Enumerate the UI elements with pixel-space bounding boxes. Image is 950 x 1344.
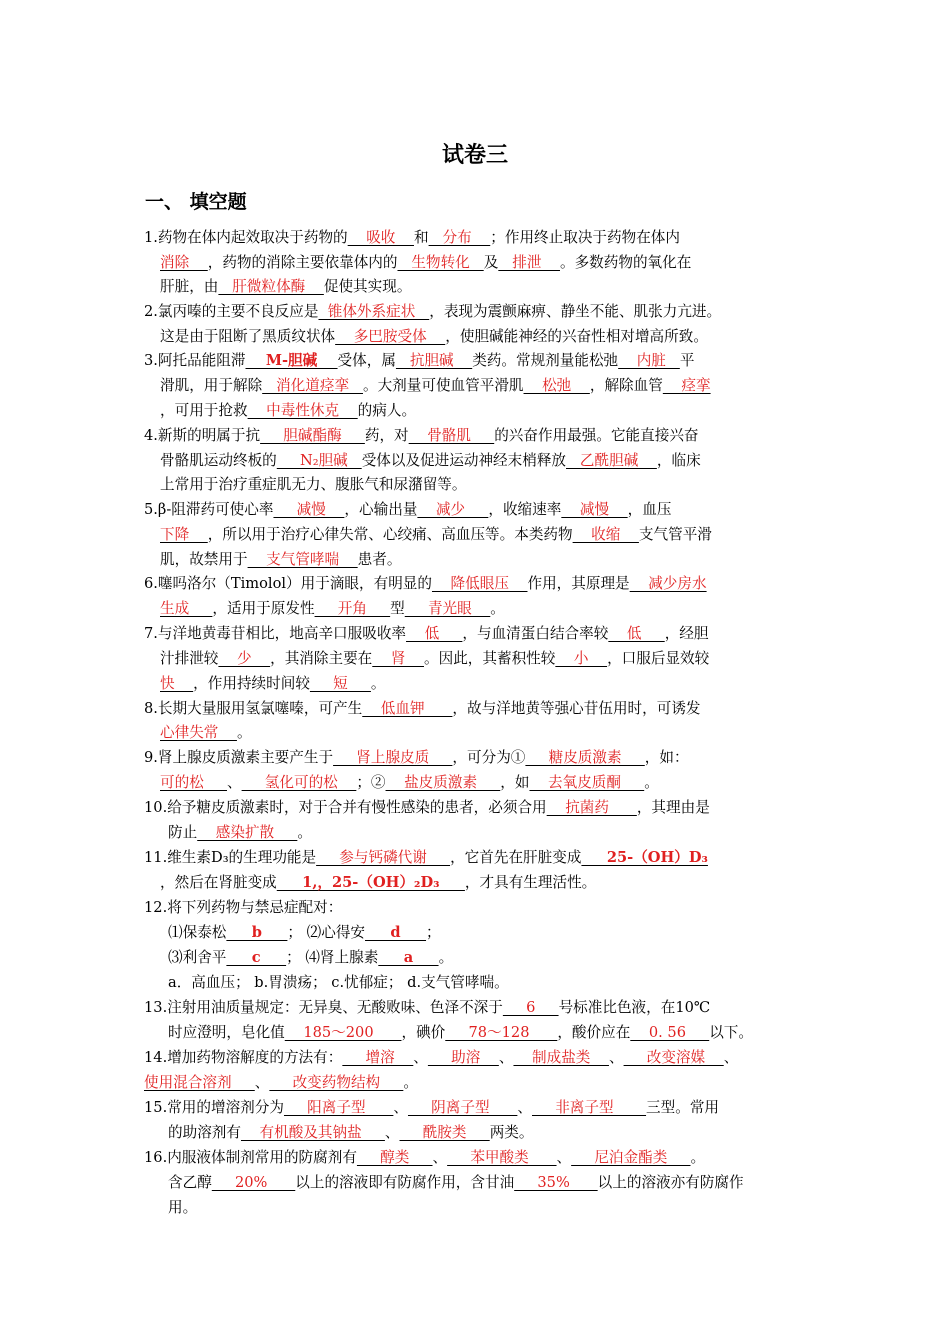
answer-blank: 支气管哮喘	[247, 551, 358, 568]
answer-blank: 助溶	[427, 1049, 499, 1066]
question-text: 时应澄明，皂化值	[168, 1024, 285, 1041]
answer-blank: 尼泊金酯类	[571, 1149, 691, 1166]
answer-blank: a	[378, 949, 439, 966]
question-text: 的助溶剂有	[168, 1124, 241, 1141]
question-line	[144, 426, 699, 446]
question-text: 11.维生素D₃的生理功能是	[144, 849, 317, 866]
question-text: ；②	[356, 774, 386, 791]
question-line	[160, 327, 708, 347]
question-text: ，血压	[627, 501, 672, 518]
question-line	[160, 277, 411, 297]
question-text: 受体以及促进运动神经末梢释放	[361, 452, 567, 469]
question-line	[160, 773, 659, 793]
question-line	[144, 798, 710, 818]
question-text: ，碘价	[401, 1024, 446, 1041]
question-line	[160, 376, 711, 396]
question-line	[160, 873, 596, 893]
answer-blank: 生成	[160, 600, 213, 617]
answer-blank: 醇类	[356, 1149, 433, 1166]
answer-blank: 开角	[314, 600, 391, 617]
question-text: ，所以用于治疗心律失常、心绞痛、高血压等。本类药物	[207, 526, 573, 543]
question-text: 用。	[168, 1199, 198, 1216]
answer-blank: b	[226, 924, 288, 941]
answer-blank: 6	[502, 999, 559, 1016]
answer-blank: 感染扩散	[197, 824, 298, 841]
question-text: ，其理由是	[636, 799, 710, 816]
question-text: 1.药物在体内起效取决于药物的	[144, 229, 348, 246]
answer-blank: 有机酸及其钠盐	[240, 1124, 385, 1141]
answer-blank: 可的松	[160, 774, 227, 791]
question-text: ，其消除主要在	[270, 650, 373, 667]
question-text: 汁排泄较	[160, 650, 219, 667]
question-text: ⑴保泰松	[168, 924, 227, 941]
answer-blank: 肝微粒体酶	[218, 278, 324, 295]
question-text: 、	[723, 1049, 739, 1066]
question-text: 。	[403, 1074, 418, 1091]
question-text: 。因此，其蓄积性较	[424, 650, 556, 667]
question-text: 、	[413, 1049, 428, 1066]
question-text: 以下。	[709, 1024, 753, 1041]
question-text: ，经胆	[664, 625, 709, 642]
question-text: 。	[644, 774, 659, 791]
question-text: 肌，故禁用于	[160, 551, 248, 568]
question-text: 。	[370, 675, 386, 692]
answer-blank: 低	[608, 625, 665, 642]
question-text: 以上的溶液即有防腐作用，含甘油	[295, 1174, 515, 1191]
question-line	[144, 624, 709, 644]
answer-blank: 收缩	[572, 526, 639, 543]
question-text: ，收缩速率	[488, 501, 562, 518]
question-text: 型	[390, 600, 405, 617]
answer-blank: 消除	[160, 254, 208, 271]
question-text: 类药。常规剂量能松弛	[472, 352, 619, 369]
answer-blank: 短	[309, 675, 371, 692]
answer-blank: 185～200	[284, 1024, 402, 1041]
answer-blank: 苯甲酸类	[447, 1149, 557, 1166]
question-line	[160, 525, 712, 545]
answer-blank: 阳离子型	[283, 1099, 394, 1116]
question-line	[144, 351, 694, 371]
question-text: ，使胆碱能神经的兴奋性相对增高所致。	[445, 328, 708, 345]
question-text: ⑶利舍平	[168, 949, 227, 966]
question-line	[168, 1198, 197, 1218]
question-text: 、	[254, 1074, 270, 1091]
answer-blank: 排泄	[498, 254, 560, 271]
answer-blank: 肾上腺皮质	[333, 749, 453, 766]
question-text: 。	[438, 949, 454, 966]
question-text: 两类。	[489, 1124, 534, 1141]
question-text: 7.与洋地黄毒苷相比，地高辛口服吸收率	[144, 625, 407, 642]
answer-blank: 减少房水	[629, 575, 707, 592]
question-text: 、	[498, 1049, 514, 1066]
answer-blank: 35%	[514, 1174, 598, 1191]
question-text: ；作用终止取决于药物在体内	[490, 229, 680, 246]
question-text: ，酸价应在	[557, 1024, 631, 1041]
question-text: 3.阿托品能阻滞	[144, 352, 246, 369]
question-text: 的病人。	[357, 402, 417, 419]
answer-blank: 心律失常	[160, 724, 237, 741]
question-text: 。	[236, 724, 252, 741]
question-line	[160, 599, 505, 619]
answer-blank: 痉挛	[662, 377, 711, 394]
answer-blank: 1,，25-（OH）₂D₃	[276, 874, 465, 891]
question-text: 受体，属	[337, 352, 396, 369]
question-text: 2.氯丙嗪的主要不良反应是	[144, 303, 319, 320]
question-text: 这是由于阻断了黑质纹状体	[160, 328, 336, 345]
question-text: ，口服后显效较	[607, 650, 710, 667]
answer-blank: d	[365, 924, 427, 941]
question-text: 5.β-阻滞药可使心率	[144, 501, 274, 518]
question-text: 、	[393, 1099, 408, 1116]
answer-blank: M-胆碱	[245, 352, 338, 369]
answer-blank: 分布	[428, 229, 491, 246]
question-text: ，然后在肾脏变成	[160, 874, 277, 891]
question-text: 9.肾上腺皮质激素主要产生于	[144, 749, 334, 766]
question-line	[144, 1148, 705, 1168]
question-text: 、	[556, 1149, 572, 1166]
answer-blank: 少	[218, 650, 271, 667]
answer-blank: 小	[555, 650, 608, 667]
question-text: 支气管平滑	[638, 526, 712, 543]
answer-blank: 78～128	[445, 1024, 558, 1041]
question-text: 、	[384, 1124, 400, 1141]
question-text: ；	[426, 924, 441, 941]
question-line	[144, 848, 708, 868]
answer-blank: 乙酰胆碱	[566, 452, 657, 469]
question-text: ，如	[500, 774, 530, 791]
question-line	[144, 748, 689, 768]
question-line	[168, 823, 312, 843]
answer-blank: 盐皮质激素	[385, 774, 501, 791]
question-line	[144, 898, 342, 918]
question-line	[168, 973, 509, 993]
question-text: 6.噻吗洛尔（Timolol）用于滴眼，有明显的	[144, 575, 432, 592]
question-text: 10.给予糖皮质激素时，对于合并有慢性感染的患者，必须合用	[144, 799, 547, 816]
question-text: 肝脏，由	[160, 278, 219, 295]
question-text: ； ⑷肾上腺素	[286, 949, 379, 966]
question-text: ； ⑵心得安	[287, 924, 366, 941]
question-text: 含乙醇	[168, 1174, 212, 1191]
answer-blank: 骨骼肌	[408, 427, 495, 444]
question-line	[160, 649, 709, 669]
question-text: 三型。常用	[646, 1099, 720, 1116]
answer-blank: 使用混合溶剂	[144, 1074, 255, 1091]
question-text: ，解除血管	[589, 377, 663, 394]
question-text: 。	[490, 600, 505, 617]
question-text: 。多数药物的氧化在	[559, 254, 692, 271]
answer-blank: 下降	[160, 526, 208, 543]
question-text: 患者。	[357, 551, 402, 568]
question-line	[144, 1098, 719, 1118]
page-title: 试卷三	[441, 143, 508, 168]
question-line	[160, 723, 252, 743]
question-line	[144, 302, 721, 322]
answer-blank: 阴离子型	[407, 1099, 518, 1116]
question-text: ，适用于原发性	[212, 600, 315, 617]
answer-blank: c	[226, 949, 287, 966]
question-text: 上常用于治疗重症肌无力、腹胀气和尿潴留等。	[160, 476, 467, 493]
section-heading: 一、 填空题	[145, 191, 247, 213]
answer-blank: 非离子型	[532, 1099, 647, 1116]
question-line	[160, 253, 691, 273]
question-text: 以上的溶液亦有防腐作	[597, 1174, 744, 1191]
question-text: 、	[517, 1099, 532, 1116]
question-text: 。	[297, 824, 312, 841]
question-line	[144, 998, 710, 1018]
question-text: ，可分为①	[452, 749, 526, 766]
answer-blank: 消化道痉挛	[262, 377, 363, 394]
answer-blank: 20%	[211, 1174, 296, 1191]
answer-blank: 肾	[372, 650, 424, 667]
answer-blank: 减慢	[561, 501, 628, 518]
answer-blank: 糖皮质激素	[525, 749, 645, 766]
question-text: 及	[483, 254, 499, 271]
question-line	[160, 451, 701, 471]
answer-blank: 减慢	[273, 501, 345, 518]
question-text: 、	[608, 1049, 624, 1066]
question-text: 和	[413, 229, 429, 246]
question-line	[168, 1173, 744, 1193]
answer-blank: 去氧皮质酮	[529, 774, 645, 791]
question-line	[160, 475, 466, 495]
answer-blank: 青光眼	[404, 600, 491, 617]
question-text: ，心输出量	[344, 501, 418, 518]
question-line	[168, 948, 453, 968]
question-text: 促使其实现。	[323, 278, 412, 295]
question-text: ，可用于抢救	[160, 402, 248, 419]
answer-blank: 低血钾	[362, 700, 453, 717]
question-text: 、	[432, 1149, 448, 1166]
answer-blank: 制成盐类	[513, 1049, 609, 1066]
question-text: 8.长期大量服用氢氯噻嗪，可产生	[144, 700, 363, 717]
answer-blank: 内脏	[618, 352, 680, 369]
answer-blank: 增溶	[342, 1049, 414, 1066]
answer-blank: 多巴胺受体	[335, 328, 446, 345]
question-text: 。大剂量可使血管平滑肌	[362, 377, 524, 394]
question-line	[160, 401, 416, 421]
answer-blank: 降低眼压	[431, 575, 528, 592]
question-line	[144, 1073, 418, 1093]
question-text: 滑肌，用于解除	[160, 377, 263, 394]
question-line	[168, 923, 441, 943]
question-line	[144, 228, 680, 248]
question-text: 16.内服液体制剂常用的防腐剂有	[144, 1149, 357, 1166]
question-text: ，作用持续时间较	[193, 675, 310, 692]
question-text: ，如：	[644, 749, 689, 766]
answer-blank: 25-（OH）D₃	[581, 849, 708, 866]
answer-blank: 改变溶媒	[623, 1049, 724, 1066]
question-text: 平	[679, 352, 695, 369]
question-line	[168, 1023, 753, 1043]
question-text: 骨骼肌运动终板的	[160, 452, 277, 469]
answer-blank: 低	[406, 625, 463, 642]
answer-blank: 锥体外系症状	[318, 303, 430, 320]
question-text: ，故与洋地黄等强心苷伍用时，可诱发	[452, 700, 701, 717]
question-text: ，药物的消除主要依靠体内的	[207, 254, 398, 271]
answer-blank: 快	[160, 675, 194, 692]
answer-blank: 中毒性休克	[247, 402, 358, 419]
question-text: ，临床	[656, 452, 701, 469]
answer-blank: 生物转化	[397, 254, 484, 271]
question-text: ，它首先在肝脏变成	[450, 849, 582, 866]
answer-blank: 吸收	[347, 229, 414, 246]
question-line	[144, 574, 707, 594]
question-text: 号标准比色液，在10℃	[558, 999, 711, 1016]
question-line	[144, 500, 671, 520]
answer-blank: 抗胆碱	[395, 352, 473, 369]
answer-blank: 参与钙磷代谢	[316, 849, 451, 866]
question-text: 12.将下列药物与禁忌症配对：	[144, 899, 343, 916]
question-text: 药，对	[364, 427, 409, 444]
answer-blank: 氢化可的松	[241, 774, 357, 791]
answer-blank: 酰胺类	[399, 1124, 490, 1141]
question-text: 。	[690, 1149, 706, 1166]
answer-blank: 松弛	[523, 377, 590, 394]
answer-blank: 改变药物结构	[269, 1074, 404, 1091]
question-line	[160, 550, 401, 570]
question-text: a．高血压； b.胃溃疡； c.忧郁症； d.支气管哮喘。	[168, 974, 509, 991]
question-text: 15.常用的增溶剂分为	[144, 1099, 284, 1116]
question-text: 、	[226, 774, 242, 791]
question-text: ，才具有生理活性。	[464, 874, 597, 891]
question-line	[160, 674, 386, 694]
answer-blank: 减少	[417, 501, 489, 518]
question-line	[144, 699, 701, 719]
question-text: 作用，其原理是	[527, 575, 630, 592]
answer-blank: N₂胆碱	[276, 452, 362, 469]
question-text: 13.注射用油质量规定：无异臭、无酸败味、色泽不深于	[144, 999, 503, 1016]
question-text: 防止	[168, 824, 198, 841]
answer-blank: 胆碱酯酶	[260, 427, 365, 444]
question-text: ，表现为震颤麻痹、静坐不能、肌张力亢进。	[429, 303, 722, 320]
answer-blank: 抗菌药	[546, 799, 637, 816]
question-text: ，与血清蛋白结合率较	[462, 625, 609, 642]
question-line	[144, 1048, 738, 1068]
question-text: 的兴奋作用最强。它能直接兴奋	[494, 427, 699, 444]
question-text: 4.新斯的明属于抗	[144, 427, 261, 444]
answer-blank: 0. 56	[630, 1024, 710, 1041]
question-text: 14.增加药物溶解度的方法有：	[144, 1049, 343, 1066]
question-line	[168, 1123, 533, 1143]
